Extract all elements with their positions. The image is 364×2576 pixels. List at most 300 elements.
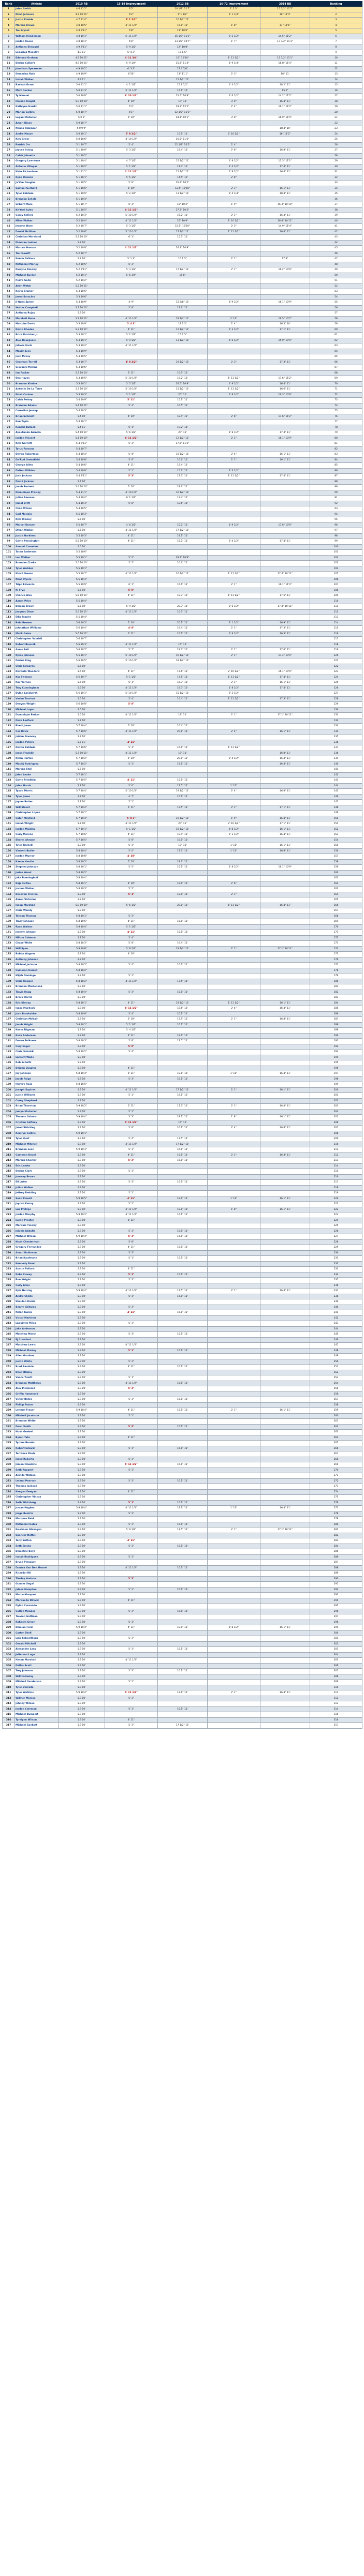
cell-athlete: Marcel Dorsey [15,522,59,528]
cell-16-72-improvement [208,1451,260,1457]
cell-2012-bb: 17.5" 11' [158,1104,208,1110]
cell-2012-bb [158,1560,208,1566]
cell-2012-bb: 18 2.5" [158,322,208,327]
cell-15-19-improvement: 5' 3" [105,745,158,751]
cell-athlete: Dylan Coronado [15,1604,59,1609]
cell-athlete: Milton Coleman [15,935,59,941]
cell-athlete: Will Ryan [15,946,59,952]
cell-ranking: 251 [310,1365,362,1370]
cell-rank: 67 [3,365,15,371]
table-row [3,811,362,816]
cell-rank: 205 [3,1115,15,1120]
cell-2014-bb: 16.1" 10'9" [260,865,310,871]
table-row [3,1050,362,1055]
cell-16-72-improvement [208,1202,260,1207]
cell-athlete: Michael Mitchell [15,1142,59,1147]
cell-ranking: 62 [310,338,362,343]
cell-16-72-improvement: 2' 4 1/2" [208,539,260,545]
cell-2010-rb: 5.3 10'9" [59,300,105,306]
cell-ranking: 214 [310,1163,362,1169]
cell-2014-bb [260,1467,310,1473]
cell-2014-bb: 16.8" 11' [260,1126,310,1131]
cell-2010-rb: 5.9 10' [59,1451,105,1457]
cell-ranking: 313 [310,1701,362,1707]
cell-2012-bb: 15 2.5" [158,333,208,338]
cell-2014-bb [260,533,310,539]
cell-2010-rb: 5.8 10' [59,1017,105,1023]
cell-2010-rb: 5.4 10' [59,479,105,485]
cell-rank: 100 [3,544,15,550]
cell-2010-rb: 5.6 10' [59,669,105,675]
cell-15-19-improvement: 5' 3 1/2" [105,148,158,154]
cell-2014-bb: 16.4" 11' [260,1506,310,1511]
cell-2012-bb: 16.1" 11' [158,1348,208,1354]
cell-15-19-improvement: 4' 10" [105,99,158,104]
cell-2012-bb [158,1598,208,1604]
cell-2012-bb: 12 1/2" 10'5" [158,142,208,148]
cell-ranking: 161 [310,876,362,881]
cell-2014-bb [260,142,310,148]
cell-rank: 267 [3,1451,15,1457]
cell-athlete: Justin Prester [15,1218,59,1223]
cell-2012-bb: 18.7" 11' [158,859,208,865]
cell-athlete: Kylan Horton [15,756,59,762]
cell-rank: 25 [3,137,15,143]
cell-athlete: Sean Powell [15,1196,59,1202]
cell-15-19-improvement [105,1712,158,1718]
cell-2012-bb [158,349,208,354]
cell-2010-rb: 5.8 10'5" [59,1082,105,1088]
cell-15-19-improvement: 4' 11" [105,1245,158,1251]
cell-15-19-improvement: 4' 11 1/2" [105,316,158,322]
cell-2010-rb: 5.5 10'3" [59,533,105,539]
cell-athlete: Thomas Jackson [15,1484,59,1490]
table-row [3,343,362,349]
cell-rank: 305 [3,1658,15,1664]
cell-15-19-improvement: 5' 10" [105,1017,158,1023]
cell-rank: 85 [3,463,15,469]
cell-athlete: Antonio Villegas [15,164,59,170]
cell-2014-bb [260,908,310,914]
table-row [3,55,362,61]
cell-16-72-improvement [208,555,260,561]
table-row [3,1348,362,1354]
cell-2010-rb: 4.8 10'3" [59,39,105,45]
cell-2014-bb [260,913,310,919]
table-row [3,539,362,545]
cell-16-72-improvement [208,913,260,919]
cell-rank: 36 [3,197,15,202]
table-row [3,1701,362,1707]
cell-15-19-improvement: 5' 4 1/2" [105,1028,158,1034]
cell-16-72-improvement [208,1158,260,1164]
cell-2012-bb: 11 1/2" 11' [158,77,208,83]
cell-rank: 92 [3,501,15,506]
cell-athlete: Ellis Frazier [15,615,59,621]
table-row [3,468,362,474]
cell-rank: 298 [3,1620,15,1625]
cell-15-19-improvement: 4' 11 1/2" [105,1506,158,1511]
table-row [3,561,362,566]
cell-2012-bb: 16 1/2" 11' [158,816,208,821]
cell-15-19-improvement [105,506,158,512]
cell-rank: 11 [3,61,15,67]
cell-2014-bb [260,1011,310,1017]
cell-ranking: 96 [310,522,362,528]
cell-2010-rb: 5.8 10'3" [59,887,105,892]
cell-2012-bb [158,1620,208,1625]
cell-ranking: 310 [310,1685,362,1690]
cell-athlete: Eli Luker [15,1180,59,1186]
cell-athlete: Cody Allen [15,1283,59,1289]
cell-2012-bb [158,1604,208,1609]
cell-rank: 116 [3,631,15,637]
cell-2014-bb [260,1305,310,1310]
cell-athlete: Jerome Ware [15,224,59,230]
table-row [3,963,362,968]
cell-2014-bb [260,246,310,251]
table-row [3,1717,362,1723]
cell-athlete: Dalton Wilkins [15,468,59,474]
cell-ranking: 273 [310,1484,362,1490]
cell-ranking: 106 [310,577,362,582]
cell-15-19-improvement: 5' 1 1/2" [105,392,158,398]
cell-15-19-improvement: 4' 11" [105,1598,158,1604]
cell-2010-rb: 5.5 10'6" [59,550,105,556]
cell-16-72-improvement [208,1680,260,1685]
cell-15-19-improvement: 4' 11" [105,1365,158,1370]
table-row [3,1620,362,1625]
cell-16-72-improvement: 1' 9 1/2" [208,300,260,306]
cell-15-19-improvement: 5' 11" [105,1218,158,1223]
table-row [3,1250,362,1256]
table-row [3,425,362,430]
cell-ranking: 79 [310,430,362,436]
cell-15-19-improvement [105,1473,158,1479]
cell-ranking: 278 [310,1511,362,1517]
cell-2010-rb: 4.8 10'5" [59,23,105,28]
table-row [3,1321,362,1327]
cell-athlete: Gregory Lawrence [15,159,59,164]
cell-2012-bb: 18 1/2" 11' [158,360,208,365]
cell-2012-bb: 20.3" 11' [158,604,208,610]
cell-2010-rb: 5.7 10' [59,794,105,800]
table-row [3,1554,362,1560]
cell-16-72-improvement [208,658,260,664]
cell-ranking: 228 [310,1239,362,1245]
cell-2012-bb [158,1370,208,1375]
cell-athlete: Nate Richardson [15,170,59,175]
cell-16-72-improvement [208,420,260,425]
cell-2014-bb [260,420,310,425]
cell-2014-bb [260,740,310,745]
cell-15-19-improvement: 6' 1 1/2" [105,496,158,501]
cell-16-72-improvement [208,1484,260,1490]
cell-2010-rb: 5.9 10' [59,1604,105,1609]
cell-15-19-improvement [105,1674,158,1680]
cell-ranking: 133 [310,724,362,729]
cell-athlete: Damian Ford [15,1625,59,1631]
cell-rank: 175 [3,952,15,957]
cell-athlete: Michael Jackson [15,963,59,968]
cell-2012-bb [158,262,208,267]
cell-2014-bb [260,598,310,604]
cell-16-72-improvement [208,1223,260,1229]
cell-2010-rb: 5.6 10'7" [59,675,105,680]
cell-16-72-improvement [208,1305,260,1310]
cell-15-19-improvement: 5' 1" [105,1620,158,1625]
cell-athlete: Gerald Mitchell [15,1641,59,1647]
cell-ranking: 122 [310,664,362,669]
cell-2014-bb [260,1294,310,1299]
table-row [3,615,362,621]
cell-2010-rb: 5.9 10' [59,1391,105,1397]
cell-16-72-improvement: 3' 0" [208,99,260,104]
cell-15-19-improvement: 5' 3" [105,1609,158,1614]
cell-2010-rb: 5.8 10'4" [59,848,105,854]
cell-2012-bb: 10 1/2" 11'7" [158,7,208,12]
cell-15-19-improvement: 5' 3" [105,474,158,480]
cell-15-19-improvement: 5' 1" [105,1680,158,1685]
cell-rank: 12 [3,66,15,72]
cell-rank: 192 [3,1044,15,1050]
cell-16-72-improvement: 1' 1 1/4" [208,12,260,18]
cell-2012-bb: 11.4" 11' [158,164,208,170]
cell-athlete: Alex Bourgeois [15,338,59,343]
cell-ranking: 205 [310,1115,362,1120]
cell-15-19-improvement: 5' 1" [105,1706,158,1712]
cell-15-19-improvement: 5' 0" [105,848,158,854]
cell-athlete: Andre Childs [15,1294,59,1299]
cell-2010-rb: 5.5 10'7" [59,522,105,528]
cell-ranking: 304 [310,1652,362,1658]
cell-2012-bb: 13 1/2" 11' [158,338,208,343]
cell-16-72-improvement [208,1424,260,1430]
cell-15-19-improvement: 5' 11" [105,805,158,811]
cell-ranking: 222 [310,1207,362,1212]
cell-rank: 290 [3,1576,15,1582]
cell-2010-rb: 5.3 10'1" [59,338,105,343]
cell-2012-bb: 19.4" 11' [158,626,208,632]
cell-athlete: Samuel Gerhard [15,186,59,191]
cell-athlete: Kyrse Johnson [15,653,59,658]
cell-2014-bb [260,446,310,452]
cell-2014-bb [260,425,310,430]
table-row [3,1424,362,1430]
cell-16-72-improvement: 1' 11 1/2" [208,376,260,382]
cell-2012-bb: 18 1/2" 11' [158,452,208,458]
cell-2010-rb: 5.8 10'5" [59,963,105,968]
table-row [3,533,362,539]
cell-16-72-improvement [208,533,260,539]
cell-athlete: Deven Folkness [15,1039,59,1044]
cell-athlete: Logan Mcdaniel [15,115,59,121]
cell-15-19-improvement [105,1614,158,1620]
cell-2014-bb: 16.4" 11' [260,1289,310,1294]
cell-2014-bb [260,1435,310,1441]
cell-athlete: Nenna Robinson [15,126,59,132]
cell-2014-bb: 16.4" 11' [260,1104,310,1110]
cell-rank: 188 [3,1022,15,1028]
cell-16-72-improvement [208,609,260,615]
cell-2012-bb [158,512,208,517]
cell-16-72-improvement [208,28,260,34]
cell-16-72-improvement: 1' 10 1/2" [208,218,260,224]
table-row [3,273,362,278]
table-row [3,300,362,306]
cell-athlete: Aaron Victorino [15,897,59,903]
cell-2012-bb: 18.1" 11' [158,761,208,767]
cell-rank: 238 [3,1294,15,1299]
cell-16-72-improvement [208,240,260,246]
cell-16-72-improvement [208,1212,260,1218]
cell-2010-rb: 5.9 10' [59,1473,105,1479]
cell-15-19-improvement: 5' 1 3" [105,257,158,262]
cell-ranking: 279 [310,1517,362,1522]
table-row [3,1565,362,1571]
table-row [3,257,362,262]
cell-2012-bb [158,278,208,284]
cell-ranking: 220 [310,1196,362,1202]
cell-athlete: Cody Moreno [15,832,59,838]
cell-2014-bb: 18.2" 11' [260,83,310,88]
cell-ranking: 312 [310,1696,362,1701]
cell-16-72-improvement [208,251,260,257]
cell-ranking: 30 [310,164,362,170]
table-row [3,1489,362,1495]
cell-ranking: 46 [310,251,362,257]
cell-16-72-improvement: 2' 11" [208,316,260,322]
table-row [3,1636,362,1642]
cell-ranking: 296 [310,1609,362,1614]
cell-16-72-improvement [208,1571,260,1577]
cell-athlete: Eric Kimray [15,1000,59,1006]
cell-2010-rb: 5.9 10' [59,1652,105,1658]
table-row [3,984,362,990]
cell-2012-bb [158,1484,208,1490]
cell-2012-bb: 18.1" 11' [158,1115,208,1120]
cell-2012-bb: 16.1" 11' [158,1212,208,1218]
cell-athlete: Chance Alex [15,593,59,599]
table-row [3,23,362,28]
cell-2010-rb: 5.6 10' [59,685,105,691]
cell-rank: 113 [3,615,15,621]
cell-athlete: Tyler Watkins [15,1690,59,1696]
cell-rank: 240 [3,1305,15,1310]
cell-rank: 301 [3,1636,15,1642]
cell-ranking: 292 [310,1587,362,1593]
cell-ranking: 180 [310,979,362,984]
cell-2012-bb: 15.1" 11' [158,398,208,403]
cell-ranking: 254 [310,1381,362,1386]
cell-athlete: Lemuel Fraser [15,1408,59,1414]
cell-rank: 21 [3,115,15,121]
cell-2012-bb [158,767,208,773]
cell-2010-rb: 5.0 10'1" [59,131,105,137]
cell-2012-bb: 12.5" 10'10" [158,186,208,191]
cell-2014-bb: 16.8" 11' [260,751,310,756]
cell-2010-rb: 5.5 10'10" [59,561,105,566]
cell-2014-bb [260,1039,310,1044]
cell-2012-bb [158,409,208,414]
cell-2010-rb: 5.9 10' [59,1576,105,1582]
cell-rank: 229 [3,1245,15,1251]
cell-15-19-improvement: 5' 1" [105,1554,158,1560]
cell-2012-bb: 16.4" 11' [158,724,208,729]
cell-athlete: George Allen [15,463,59,469]
cell-2010-rb: 5.9 10' [59,1435,105,1441]
table-row [3,294,362,300]
cell-athlete: Tripp Edwards [15,582,59,588]
cell-ranking: 55 [310,300,362,306]
cell-16-72-improvement: 2' 6" [208,148,260,154]
cell-16-72-improvement: 2' 3 1/2" [208,468,260,474]
cell-ranking: 60 [310,327,362,333]
cell-rank: 193 [3,1050,15,1055]
cell-15-19-improvement: 5' 1 1/2" [105,164,158,170]
cell-2012-bb: 16" 10'9" [158,218,208,224]
cell-2014-bb [260,1538,310,1544]
cell-2010-rb: 5.9 10' [59,1489,105,1495]
table-row [3,1310,362,1316]
cell-rank: 263 [3,1430,15,1435]
cell-athlete: Tyrus Parsons [15,446,59,452]
table-row [3,555,362,561]
table-row [3,110,362,115]
cell-2010-rb: 5.8 10'4" [59,1071,105,1077]
cell-ranking: 156 [310,848,362,854]
cell-2012-bb: 18.1" 11' [158,1093,208,1099]
cell-2010-rb: 5.1 10'4" [59,197,105,202]
table-row [3,1391,362,1397]
cell-2012-bb [158,1261,208,1267]
table-row [3,1180,362,1186]
cell-2012-bb [158,1299,208,1305]
cell-ranking: 246 [310,1337,362,1343]
cell-15-19-improvement: 5' 3" [105,1180,158,1186]
cell-15-19-improvement: 5' 8 1/2" [105,946,158,952]
cell-ranking: 94 [310,512,362,517]
cell-ranking: 267 [310,1451,362,1457]
cell-ranking: 127 [310,691,362,697]
cell-2010-rb: 5.0 10'10" [59,99,105,104]
cell-ranking: 63 [310,343,362,349]
cell-athlete: Isaiah Rodriguez [15,1554,59,1560]
cell-rank: 7 [3,39,15,45]
cell-15-19-improvement: 5' 6 3/4" [105,273,158,278]
table-row [3,740,362,745]
cell-16-72-improvement [208,512,260,517]
cell-rank: 230 [3,1250,15,1256]
cell-2012-bb: 16.1" 11' [158,1424,208,1430]
cell-athlete: Jamaal Hawkins [15,1462,59,1468]
cell-ranking: 17 [310,94,362,99]
cell-2014-bb [260,794,310,800]
table-row [3,609,362,615]
cell-15-19-improvement [105,278,158,284]
cell-athlete: Marcus Hanson [15,246,59,251]
cell-16-72-improvement: 2' 1 1/2" [208,620,260,626]
table-row [3,66,362,72]
cell-2012-bb [158,517,208,523]
cell-2014-bb [260,1533,310,1538]
table-row [3,170,362,175]
cell-2014-bb: 16.1" 11' [260,1207,310,1212]
cell-15-19-improvement [105,197,158,202]
cell-2014-bb [260,577,310,582]
cell-2014-bb [260,528,310,534]
cell-athlete: Jaelyn Mcdaniel [15,1109,59,1115]
